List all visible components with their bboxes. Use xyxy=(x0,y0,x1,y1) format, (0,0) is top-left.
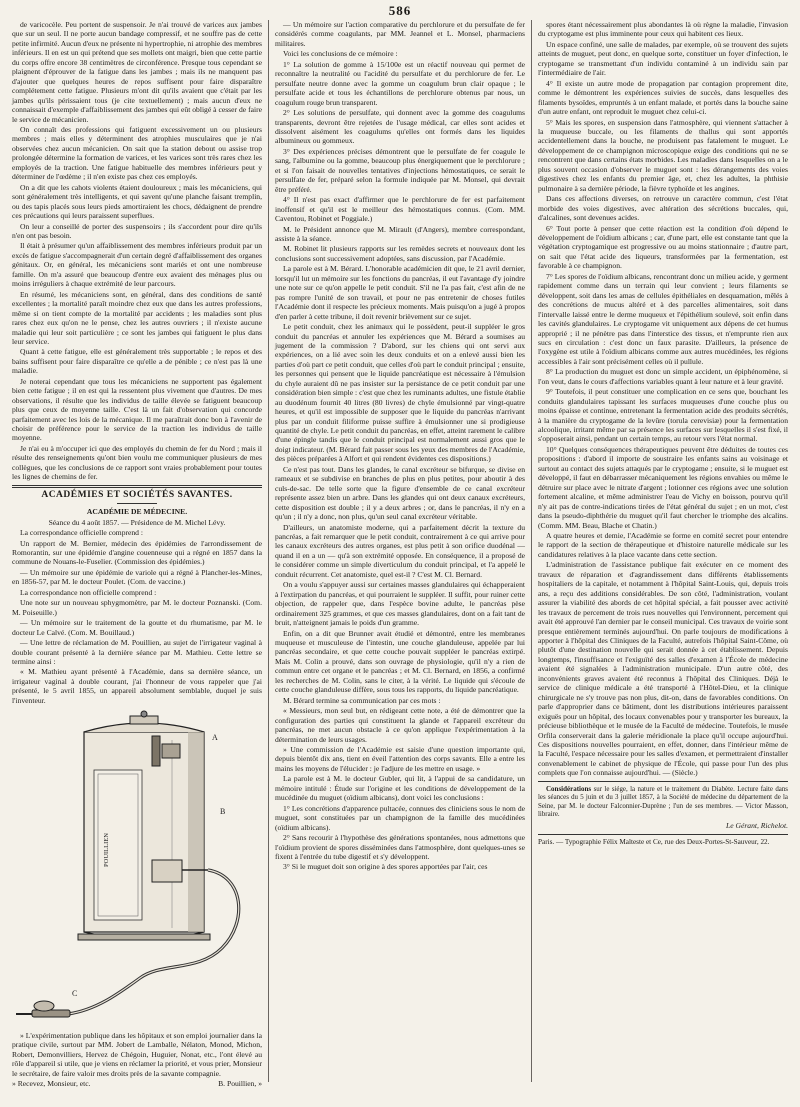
paragraph: 1° La solution de gomme à 15/100e est un réactif nouveau qui permet de reconnaître la neutralité ou l'acidité du persulfate et du perchlorure de fer. Le persulfate neutre donne avec la gomme un coagulum brun clair opaque ; le persulfate acide et tous les échantillons de perchlorure obtenus par nous, un coagulum rouge brun transparent. xyxy=(275,59,525,107)
paragraph: Voici les conclusions de ce mémoire : xyxy=(283,49,398,59)
paragraph: A quatre heures et demie, l'Académie se forme en comité secret pour entendre le rapport de la section de thérapeutique et d'histoire naturelle médicale sur les candidatures relatives à la place vacante dans cette section. xyxy=(538,531,788,559)
figure-letter-c: C xyxy=(72,989,78,999)
column-right xyxy=(538,20,788,1080)
divider xyxy=(117,503,157,504)
paragraph: — Un mémoire sur une épidémie de variole qui a régné à Plancher-les-Mines, en 1856-57, par M. le docteur Poulet. (Com. de vaccine.) xyxy=(12,567,262,587)
paragraph: 7° Les spores de l'oïdium albicans, rencontrant donc un milieu acide, y germent rapidement comme dans un terrain qui leur convient ; leurs filaments se développent, soit dans les amas de cellules épithéliales en desquamation, mêlés à des concrétions de mucus altéré et à des parcelles alimentaires, soit dans l'intervalle laissé entre le derme muqueux et l'épithélium soulevé, soit enfin dans les cavités glandulaires. Le cryptogame vit uniquement aux dépens de cet humus approprié ; il ne pénètre pas dans l'interstice des tissus, et n'emprunte rien aux sucs en circulation : c'est donc un faux parasite. D'ailleurs, la présence de l'oxygène est utile à l'oïdium albicans comme aux autres mucédinées, les régions accessibles à l'air sont précisément celles où il pullule. xyxy=(538,271,788,366)
paragraph: D'ailleurs, un anatomiste moderne, qui a parfaitement décrit la texture du pancréas, a fait remarquer que le petit conduit, contrairement à ce qui arrive pour les canaux excréteurs des autres organes, est plus petit à son orifice duodénal — quand il en a un — qu'à son extrémité opposée. En conséquence, il a proposé de le considérer comme un simple diverticulum du conduit principal, et l'a appelé le conduit récurrent. Cet anatomiste, quel est-il ? C'est M. Cl. Bernard. xyxy=(275,522,525,579)
imprint: Paris. — Typographie Félix Malteste et Ce, rue des Deux-Portes-St-Sauveur, 22. xyxy=(538,837,770,846)
paragraph: L'administration de l'assistance publique fait exécuter en ce moment des travaux de réparation et d'agrandissement dans différents établissements hospitaliers de la capitale, et notamment à l'hôpital Saint-Louis, qui, depuis trois ans, a reçu des additions considérables. De son côté, l'administration, voulant assurer la viabilité des abords de cet hôpital spécial, a fait pousser avec activité les travaux de percement de trois rues nouvelles qui l'environnent, percement qui avait été approuvé l'an dernier par le conseil municipal. Ces travaux de voirie sont presque entièrement terminés aujourd'hui. On parle toujours de modifications à apporter à l'hôpital des Cliniques de la Faculté, autrefois l'hôpital Saint-Côme, où plutôt d'une destination nouvelle qui serait donnée à cet établissement. Depuis longtemps, l'insuffisance et l'exiguïté des salles d'examen à l'École de médecine avaient été signalées à l'administration municipale. D'un autre côté, des inconvénients graves avaient été reconnus à l'hôpital des Cliniques. Déjà le service de clinique médicale a été transporté à l'Hôtel-Dieu, et la clinique chirurgicale ne s'y trouve pas non plus, dit-on, dans de favorables conditions. On parle d'approprier dans ce bâtiment, dont les distributions intérieures paraissent exiguës pour un hôpital, des locaux convenables pour y transporter les bureaux, la précieuse bibliothèque et le musée de la Faculté de médecine. Toutefois, le musée Orfila conserverait dans la galerie méridionale la place qu'il occupe aujourd'hui. Ces dispositions nouvelles pourraient, en effet, donner, dans l'intérieur même de la Faculté, l'espace nécessaire pour les salles d'examen, et permettraient d'installer convenablement le cabinet de physique de l'École, qui passe pour l'un des plus complets que l'on connaisse aujourd'hui. — (Siècle.) xyxy=(538,560,788,778)
paragraph: On leur a conseillé de porter des suspensoirs ; ils s'accordent pour dire qu'ils n'en ont pas besoin. xyxy=(12,221,262,240)
academy-title: ACADÉMIE DE MÉDECINE. xyxy=(86,507,188,517)
paragraph: 9° Toutefois, il peut constituer une complication en ce sens que, bouchant les conduits glandulaires tapissant les surfaces muqueuses d'une couche plus ou moins épaisse et continue, entretenant la fermentation acide des produits sécrétés, à la manière du cryptogame de la levûre (torula cerevisiæ) pour la fermentation alcoolique, irritant même par sa présence les surfaces sur lesquelles il s'est fixé, il s'opposerait ainsi, pendant un certain temps, au retour vers l'état normal. xyxy=(538,387,788,444)
closing-formula: » Recevez, Monsieur, etc. xyxy=(12,1078,91,1088)
paragraph: Je n'ai eu à m'occuper ici que des employés du chemin de fer du Nord ; mais il résulte des renseignements qu'ont bien voulu me communiquer plusieurs de mes collègues, que les conclusions de ce rapport sont vraies probablement pour toutes les lignes de chemins de fer. xyxy=(12,443,262,482)
paragraph: Enfin, on a dit que Brunner avait étudié et démontré, entre les membranes muqueuse et musculeuse de l'intestin, une couche glanduleuse, appelée par lui pancréas secondaire, et que cette couche pouvait suppléer le pancréas extirpé. Mais M. Colin a prouvé, dans son ouvrage de physiologie, qu'il n'y a rien de commun entre cet organe et le pancréas ; et M. Cl. Bernard, en 1856, a confirmé les recherches de M. Colin, sans le citer, à la vérité. Le liquide qui s'écoule de cette couche glanduleuse diffère, sous tous les rapports, du liquide pancréatique. xyxy=(275,628,525,695)
paragraph: La correspondance non officielle comprend : xyxy=(20,587,157,597)
paragraph: Je noterai cependant que tous les mécaniciens ne supportent pas également bien cette fatigue ; il en est qui la ressentent plus vivement que d'autres. De mes observations, il résulte que les individus de taille élevée se fatiguent beaucoup plus que ceux de moyenne taille. C'est là un fait d'observation qui concorde parfaitement avec les lois de la mécanique. Il me paraîtrait donc bon à l'avenir de choisir de préférence pour le service de la traction les individus de taille moyenne. xyxy=(12,376,262,443)
paragraph: 2° Les solutions de persulfate, qui donnent avec la gomme des coagulums transparents, devront être rejetées de l'usage médical, car elles sont acides et dissolvent aisément les coagulums qu'elles ont formés dans les liquides albumineux ou gommeux. xyxy=(275,108,525,146)
paragraph: de varicocèle. Peu portent de suspensoir. Je n'ai trouvé de varices aux jambes que sur un seul. Il ne porte aucun bandage compressif, et ne souffre pas de cette petite infirmité. Aucun d'eux ne présente ni hypertrophie, ni atrophie des membres inférieurs. Il en est un qui prétend que ses mollets ont maigri, bien que cette partie du corps offre encore 38 centimètres de circonférence. Presque tous cependant se plaignent d'éprouver de la fatigue dans les jambes ; mais ils ne manquent pas d'ajouter que quelques heures de repos suffisent pour faire disparaître complétement cette fatigue. Plusieurs m'ont dit qu'ils avaient que c'était par les jambes qu'ils périssaient tous (je cite textuellement) ; mais aucun d'eux ne connaissait d'exemple d'affaiblissement des jambes qui eût obligé à cesser de faire le service de mécanicien. xyxy=(12,20,262,124)
article-body xyxy=(12,20,262,482)
figure-letter-a: A xyxy=(212,733,218,743)
paragraph: On a voulu s'appuyer aussi sur certaines masses glandulaires qui échapperaient à l'extirpation du pancréas, et qui pourraient le suppléer. Il suffit, pour ruiner cette objection, de rappeler que, dans l'espèce bovine adulte, le pancréas pèse ordinairement 325 grammes, et que ces masses glandulaires, dont on a fait tant de bruit, n'atteignent jamais le poids d'un gramme. xyxy=(275,580,525,628)
paragraph: M. Bérard termine sa communication par ces mots : xyxy=(283,695,441,705)
paragraph: « M. Mathieu ayant présenté à l'Académie, dans sa dernière séance, un irrigateur vaginal à double courant, j'ai l'honneur de vous rappeler que j'ai présenté, le 5 avril 1855, un appareil absolument semblable, duquel je suis l'inventeur. xyxy=(12,667,262,705)
column-middle xyxy=(275,20,525,1080)
paragraph: 4° Il existe un autre mode de propagation par contagion proprement dite, comme le démontrent les expériences suivies de succès, dans lesquelles des filaments bysoïdes, empruntés à un enfant malade, et portés dans la bouche saine d'un autre enfant, ont reproduit le muguet chez celui-ci. xyxy=(538,78,788,117)
paragraph: « Messieurs, mon seul but, en rédigeant cette note, a été de démontrer que la configuration des parties qui constituent la glande et l'appareil excréteur du pancréas, ne met aucun obstacle à ce qu'on applique l'expérimentation à la détermination de leurs usages. xyxy=(275,706,525,744)
figure-label: POUILLIEN xyxy=(103,833,110,868)
paragraph: — Un mémoire sur l'action comparative du perchlorure et du persulfate de fer considérés comme coagulants, par MM. Jeannel et L. Monsel, pharmaciens militaires. xyxy=(275,20,525,48)
manager-signature: Le Gérant, Richelot. xyxy=(725,821,788,831)
paragraph: Quant à cette fatigue, elle est généralement très supportable ; le repos et des bains suffisent pour faire disparaître ce qu'elle a de pénible ; ce n'est pas là une maladie. xyxy=(12,347,262,376)
article-body xyxy=(275,20,525,872)
paragraph: Le petit conduit, chez les animaux qui le possèdent, peut-il suppléer le gros conduit du pancréas et annuler les expériences que M. Bérard a soumises au jugement de la commission ? D'abord, sur les chiens qui ont servi aux expériences, on a lié avec soin les deux conduits et on a enlevé aussi bien les parties d'où part ce petit conduit, que celles d'où part le conduit principal ; ensuite, les personnes qui pensent que le liquide pancréatique est nécessaire à l'émulsion du chyle auraient dû ne pas insister sur la persistance de ce petit conduit par une considération bien simple : c'est que chez les ruminants adultes, une fistule établie au duodénum fournit 40 litres (80 livres) de chyle émulsionné par vingt-quatre heures, et qu'il est impossible de supposer que le liquide du pancréas n'arrivant plus par un conduit filiforme puisse suffire à émulsionner une si prodigieuse quantité de chyle. Le petit conduit du pancréas, en effet, atteint rarement le calibre d'une épingle tandis que le conduit principal est normalement aussi gros que le doigt indicateur. (M. Bérard fait passer sous les yeux des membres de l'Académie, des pièces préparées à Alfort et qui rendent évidentes ces dispositions.) xyxy=(275,322,525,464)
paragraph: 3° Des expériences précises démontrent que le persulfate de fer coagule le sang, l'albumine ou la gomme, beaucoup plus énergiquement que le perchlorure ; et si l'on faisait de nouvelles tentatives d'injections hémostatiques, ce serait le persulfate de fer, préparé selon la formule indiquée par M. Monsel, qui devrait être préféré. xyxy=(275,146,525,194)
paragraph: 4° Il n'est pas exact d'affirmer que le perchlorure de fer est parfaitement inoffensif et qu'il est le meilleur des hémostatiques connus. (Com. MM. Caventou, Robinet et Poggiale.) xyxy=(275,195,525,224)
paragraph: 10° Quelques conséquences thérapeutiques peuvent être déduites de toutes ces propositions : d'abord il importe de soustraire les enfants sains au voisinage et surtout au contact des sujets attaqués par le cryptogame ; ensuite, si le muguet est développé, il faut en débarrasser mécaniquement les régions envahies ou même le détruire sur place avec le nitrate d'argent ; lotionner ces régions avec une solution fortement alcaline, et même administrer l'eau de Vichy en boisson, pourvu qu'il n'y ait pas de contre-indications tirées de l'état général du sujet ; en un mot, c'est dans la pseudo-diphthérie du muguet qu'il faut chercher le triomphe des alcalins. (Comm. MM. Beau, Blache et Chatin.) xyxy=(538,444,788,530)
paragraph: Dans ces affections diverses, on retrouve un caractère commun, c'est l'état morbide des voies digestives, avec altération des sécrétions buccales, qui, d'alcalines, sont devenues acides. xyxy=(538,194,788,223)
paragraph: M. le Président annonce que M. Mirault (d'Angers), membre correspondant, assiste à la séance. xyxy=(275,224,525,243)
divider xyxy=(538,781,788,782)
paragraph: » Une commission de l'Académie est saisie d'une question importante qui, depuis bientôt dix ans, tient en éveil l'attention des corps savants. Elle a entre les mains les moyens de l'élucider : je l'adjure de les mettre en usage. » xyxy=(275,744,525,773)
figure-letter-b: B xyxy=(220,807,226,817)
paragraph: 8° La production du muguet est donc un simple accident, un épiphénomène, si l'on veut, dans le cours d'affections variables quant à leur nature et à leur gravité. xyxy=(538,367,788,386)
paragraph: Ce n'est pas tout. Dans les glandes, le canal excréteur se bifurque, se divise en rameaux et se subdivise en branches de plus en plus petites, pour aboutir à des culs-de-sac. De telle sorte que la figure d'ensemble de ce canal excréteur représente assez bien un arbre. Dans les glandes qui ont deux canaux excréteurs, cette disposition est double ; il y a deux arbres ; or, dans le pancréas, il n'y en a qu'un ; il n'y a donc, non plus, qu'un seul canal excréteur véritable. xyxy=(275,464,525,522)
paragraph: 6° Tout porte à penser que cette réaction est la condition d'où dépend le développement de l'oïdium albicans ; car, d'une part, elle est constante tant que la végétation cryptogamique est progressive ou au moins stationnaire ; d'autre part, on sait que l'état acide des liqueurs, transformées par la fermentation, est favorable à ce champignon. xyxy=(538,223,788,271)
irrigator-figure xyxy=(12,710,262,1026)
page-number: 586 xyxy=(388,3,412,18)
divider xyxy=(538,834,788,835)
paragraph: Il était à présumer qu'un affaiblissement des membres inférieurs produit par un excès de fatigue s'accompagnerait d'un certain degré d'affaiblissement des organes génitaux. Or, en général, les mécaniciens sont mariés et ont une nombreuse famille. On m'a assuré que beaucoup d'entre eux avaient des ménages plus ou moins irréguliers à chaque extrémité de leur parcours. xyxy=(12,241,262,289)
paragraph: La correspondance officielle comprend : xyxy=(20,528,143,538)
signature: B. Pouillien, » xyxy=(218,1078,262,1088)
paragraph: — Une lettre de réclamation de M. Pouillien, au sujet de l'irrigateur vaginal à double courant présenté à la dernière séance par M. Mathieu. Cette lettre se termine ainsi : xyxy=(12,638,262,666)
signature-row xyxy=(12,1079,262,1088)
section-title: ACADÉMIES ET SOCIÉTÉS SAVANTES. xyxy=(41,489,233,500)
column-rule xyxy=(268,20,269,1082)
paragraph: La parole est à M. Bérard. L'honorable académicien dit que, le 21 avril dernier, lorsqu'il lut un mémoire sur les fonctions du pancréas, il eut l'avantage d'y joindre une note sur ce qu'on appelle le petit conduit. S'il ne l'a pas fait, c'est afin de ne pas rompre l'unité de son travail, et pour ne pas entretenir de choses futiles l'Académie dont il respecte les précieux moments. Mais puisqu'on a jugé à propos d'en parler à cette tribune, il doit revenir brièvement sur ce sujet. xyxy=(275,264,525,321)
column-rule xyxy=(531,20,532,1082)
paragraph: La parole est à M. le docteur Gubler, qui lit, à l'appui de sa candidature, un mémoire intitulé : Étude sur l'origine et les conditions de développement de la mucédinée du muguet (oïdium albicans), dont voici les conclusions : xyxy=(275,774,525,803)
column-left xyxy=(12,20,262,1088)
note-text: sur le siége, la nature et le traitement du Diabète. Lecture faite dans les séances du 5 juin et du 3 juillet 1857, à la Société de médecine du département de la Seine, par M. le docteur Falconnier-Duprène ; l'un de ses membres. — Victor Masson, libraire. xyxy=(538,785,788,819)
session-line: Séance du 4 août 1857. — Présidence de M. Michel Lévy. xyxy=(48,517,226,527)
section-divider xyxy=(12,485,262,488)
paragraph: En résumé, les mécaniciens sont, en général, dans des conditions de santé excellentes ; la mortalité paraît moindre chez eux que dans les autres professions, même si on tient compte de la mortalité par accidents ; les maladies sont plus rares chez eux qu'on ne le pense, chez les autres ouvriers ; il n'existe aucune maladie qui leur soit particulière ; ce sont les jambes qui fatiguent le plus dans leur service. xyxy=(12,289,262,346)
paragraph: On a dit que les cahots violents étaient douloureux ; mais les mécaniciens, qui sont généralement très intelligents, et qui savent qu'une planche faisant tremplin, ou des tapis placés sous leurs pieds amortiraient les chocs, dédaignent de prendre ces précautions qui leurs paraissent superflues. xyxy=(12,182,262,221)
paragraph: spores étant nécessairement plus abondantes là où règne la maladie, l'invasion du cryptogame est plus imminente pour ceux qui habitent ces lieux. xyxy=(538,20,788,39)
paragraph: 2° Sans recourir à l'hypothèse des générations spontanées, nous admettons que l'oïdium provient de spores disséminées dans l'atmosphère, dont quelques-unes se fixent à l'entrée du tube digestif et s'y développent. xyxy=(275,833,525,861)
paragraph: Un espace confiné, une salle de malades, par exemple, où se trouvent des sujets atteints de muguet, peut donc, en quelque sorte, constituer un foyer d'infection, le cryptogame se transmettant d'un individu contaminé à un individu sain par l'intermédiaire de l'air. xyxy=(538,39,788,78)
paragraph: 5° Mais les spores, en suspension dans l'atmosphère, qui viennent s'attacher à la muqueuse buccale, ou les filaments de thallus qui sont apportés accidentellement dans la bouche, ne produisent pas fatalement le muguet. Le développement de ce champignon microscopique exige des conditions qui ne se rencontrent que dans certains états morbides. Les maladies dans lesquelles on a le plus souvent occasion d'observer le muguet sont : les dérangements des voies digestives chez les enfants du premier âge, et, chez les adultes, la phthisie pulmonaire à sa dernière période, la fièvre typhoïde et les angines. xyxy=(538,117,788,193)
paragraph: 3° Si le muguet doit son origine à des spores apportées par l'air, ces xyxy=(283,862,488,872)
paragraph: Un rapport de M. Bernier, médecin des épidémies de l'arrondissement de Romorantin, sur une épidémie d'angine couenneuse qui a régné en 1857 dans la commune de Nouans-le-Fuselier. (Commission des épidémies.) xyxy=(12,538,262,567)
article-body xyxy=(538,20,788,778)
paragraph: » L'expérimentation publique dans les hôpitaux et son emploi journalier dans la pratique civile, surtout par MM. Jobert de Lamballe, Nélaton, Monod, Michon, Robert, Demonvilliers, Hervez de Chégoin, Huguier, Nonat, etc., l'ont élevé au rôle d'appareil si utile, que je viens en réclamer la priorité, et vous prier, Monsieur le secrétaire, de faire valoir mes droits près de la savante compagnie. xyxy=(12,1030,262,1078)
paragraph: On connaît des professions qui fatiguent excessivement un ou plusieurs membres ; mais elles y déterminent des atrophies musculaires que je n'ai observées chez aucun mécanicien. On sait que la station debout ou assise trop prolongée détermine la formation de varices, et les varices sont très rares chez les employés de la traction. Une fatigue habituelle des membres inférieurs peut y déterminer de l'œdème ; il n'en existe pas chez ces employés. xyxy=(12,124,262,182)
paragraph: — Un mémoire sur le traitement de la goutte et du rhumatisme, par M. le docteur Le Calvé. (Com. M. Bouillaud.) xyxy=(12,618,262,637)
bibliography-note xyxy=(538,785,788,820)
paragraph: 1° Les concrétions d'apparence pultacée, connues des cliniciens sous le nom de muguet, sont constituées par un champignon de la famille des mucédinées (oïdium albicans). xyxy=(275,803,525,832)
paragraph: M. Robinet lit plusieurs rapports sur les remèdes secrets et nouveaux dont les conclusions sont successivement adoptées, sans discussion, par l'Académie. xyxy=(275,244,525,263)
paragraph: Une note sur un nouveau sphygmomètre, par M. le docteur Poznanski. (Com. M. Poiseuille.) xyxy=(12,598,262,617)
note-lead: Considérations xyxy=(546,784,592,793)
